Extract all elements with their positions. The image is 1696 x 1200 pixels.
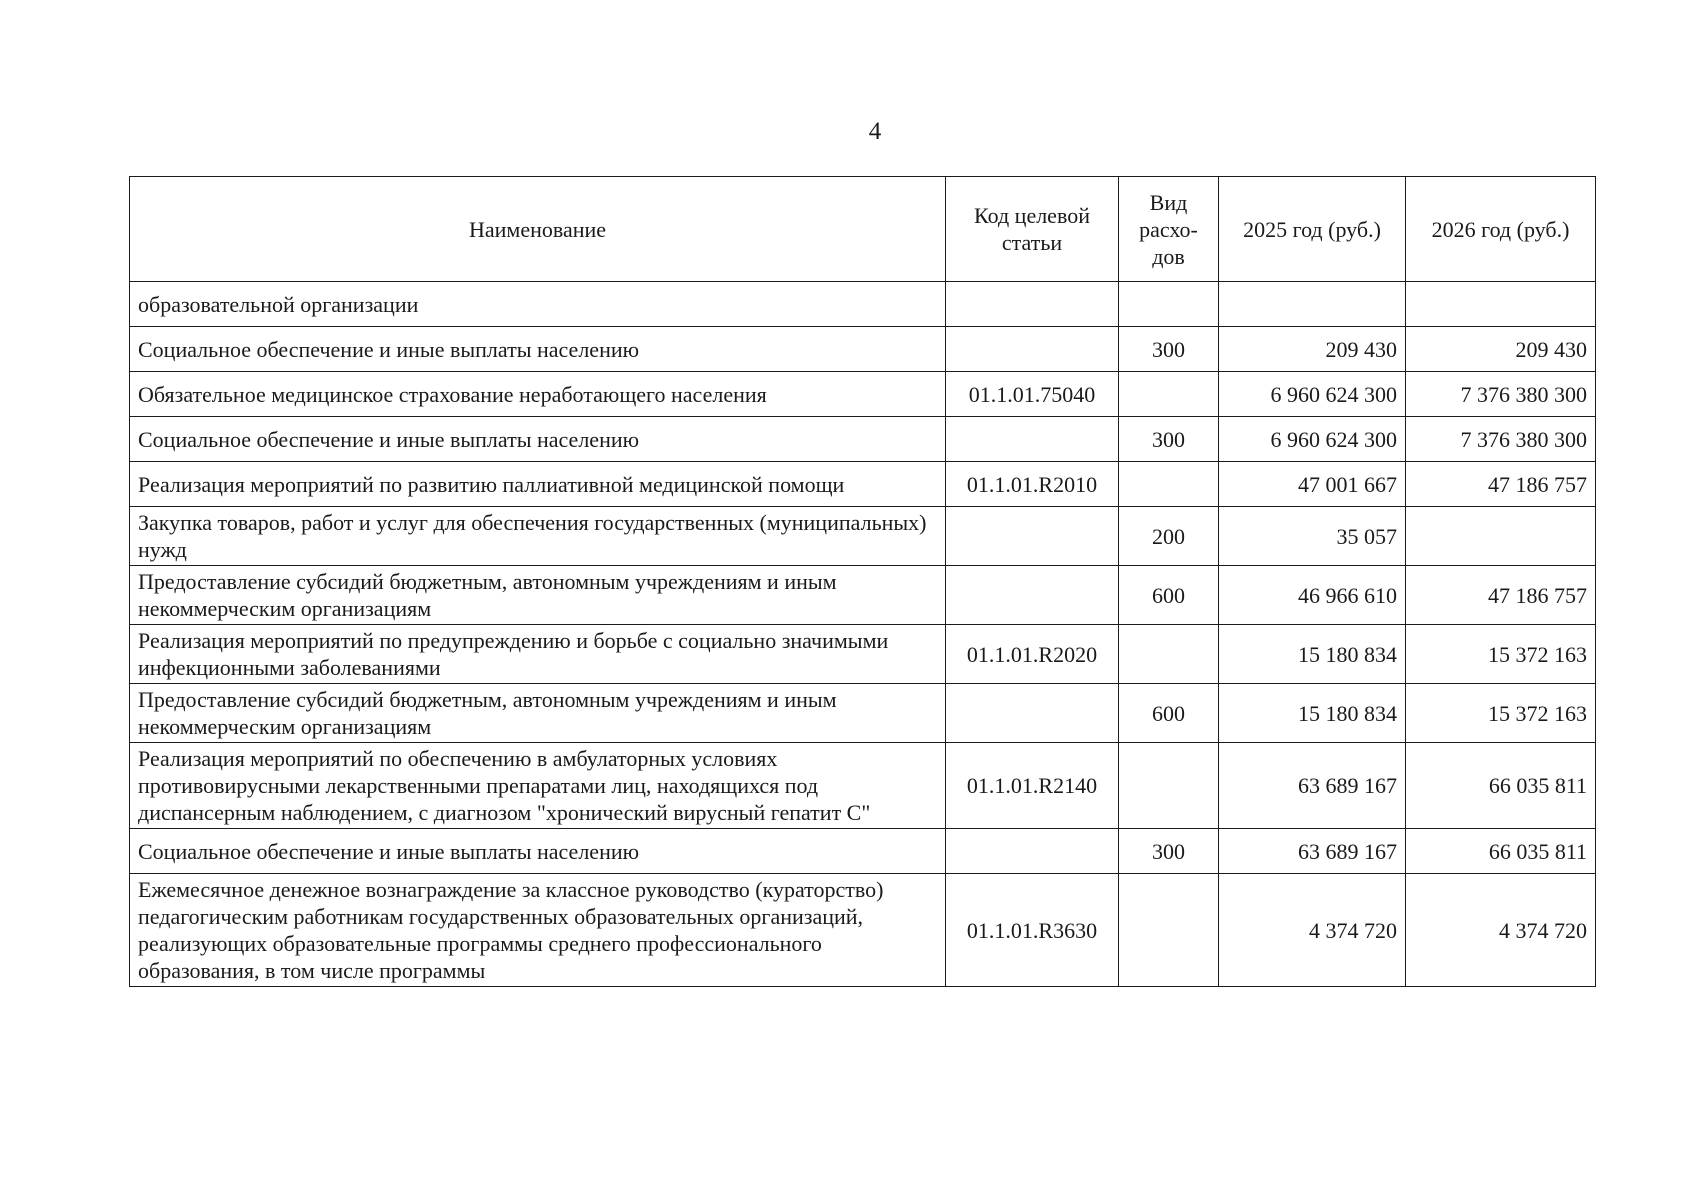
table-row [130,684,1596,743]
cell-2026 [1406,282,1596,327]
table-row [130,829,1596,874]
cell-code: 01.1.01.75040 [946,372,1119,417]
cell-code [946,566,1119,625]
cell-2026: 209 430 [1406,327,1596,372]
table-header [130,177,1596,282]
cell-name: Реализация мероприятий по развитию паллиативной медицинской помощи [130,462,946,507]
cell-type: 300 [1119,417,1219,462]
cell-type [1119,743,1219,829]
cell-name: Социальное обеспечение и иные выплаты населению [130,327,946,372]
cell-2025: 15 180 834 [1219,625,1406,684]
cell-name: Реализация мероприятий по предупреждению и борьбе с социально значимыми инфекционными заболеваниями [130,625,946,684]
cell-type [1119,462,1219,507]
table-row [130,743,1596,829]
header-2026: 2026 год (руб.) [1406,177,1596,282]
cell-2026: 4 374 720 [1406,874,1596,987]
table-body [130,282,1596,987]
cell-2025: 4 374 720 [1219,874,1406,987]
table-row [130,462,1596,507]
cell-2025: 35 057 [1219,507,1406,566]
cell-type: 300 [1119,829,1219,874]
cell-2026: 47 186 757 [1406,566,1596,625]
table-row [130,372,1596,417]
cell-code [946,829,1119,874]
header-name: Наименование [130,177,946,282]
cell-2026: 47 186 757 [1406,462,1596,507]
cell-type [1119,625,1219,684]
cell-code: 01.1.01.R2010 [946,462,1119,507]
cell-2026: 15 372 163 [1406,625,1596,684]
cell-2025: 6 960 624 300 [1219,417,1406,462]
cell-name: Закупка товаров, работ и услуг для обеспечения государственных (муниципальных) нужд [130,507,946,566]
header-row [130,177,1596,282]
header-type: Вид расхо-дов [1119,177,1219,282]
cell-type [1119,282,1219,327]
cell-type: 300 [1119,327,1219,372]
cell-2026: 7 376 380 300 [1406,372,1596,417]
cell-2026: 66 035 811 [1406,829,1596,874]
cell-2025: 6 960 624 300 [1219,372,1406,417]
cell-name: Реализация мероприятий по обеспечению в амбулаторных условиях противовирусными лекарственными препаратами лиц, находящихся под диспансерным наблюдением, с диагнозом "хронический вирусный гепатит С" [130,743,946,829]
cell-name: Социальное обеспечение и иные выплаты населению [130,417,946,462]
cell-type: 200 [1119,507,1219,566]
cell-code: 01.1.01.R2140 [946,743,1119,829]
cell-2026: 66 035 811 [1406,743,1596,829]
header-2025: 2025 год (руб.) [1219,177,1406,282]
table-row [130,874,1596,987]
table-row [130,417,1596,462]
budget-table [129,176,1596,987]
cell-type: 600 [1119,566,1219,625]
cell-code [946,282,1119,327]
table-row [130,625,1596,684]
cell-name: Предоставление субсидий бюджетным, автономным учреждениям и иным некоммерческим организациям [130,566,946,625]
table-row [130,327,1596,372]
cell-2025: 209 430 [1219,327,1406,372]
cell-code: 01.1.01.R2020 [946,625,1119,684]
cell-type [1119,874,1219,987]
cell-name: Предоставление субсидий бюджетным, автономным учреждениям и иным некоммерческим организациям [130,684,946,743]
cell-code [946,507,1119,566]
table-row [130,507,1596,566]
cell-type: 600 [1119,684,1219,743]
cell-code [946,327,1119,372]
cell-code [946,684,1119,743]
header-code: Код целевой статьи [946,177,1119,282]
cell-2025: 15 180 834 [1219,684,1406,743]
cell-type [1119,372,1219,417]
cell-2025: 63 689 167 [1219,829,1406,874]
cell-2025: 47 001 667 [1219,462,1406,507]
cell-2025: 46 966 610 [1219,566,1406,625]
cell-2025: 63 689 167 [1219,743,1406,829]
cell-2026: 15 372 163 [1406,684,1596,743]
page-number: 4 [868,118,882,145]
cell-name: Обязательное медицинское страхование неработающего населения [130,372,946,417]
cell-name: образовательной организации [130,282,946,327]
table-row [130,566,1596,625]
cell-2025 [1219,282,1406,327]
cell-2026: 7 376 380 300 [1406,417,1596,462]
cell-name: Социальное обеспечение и иные выплаты населению [130,829,946,874]
cell-code [946,417,1119,462]
cell-code: 01.1.01.R3630 [946,874,1119,987]
cell-2026 [1406,507,1596,566]
table-row [130,282,1596,327]
cell-name: Ежемесячное денежное вознаграждение за классное руководство (кураторство) педагогическим работникам государственных образовательных организаций, реализующих образовательные программы среднего профессионального образования, в том числе программы [130,874,946,987]
